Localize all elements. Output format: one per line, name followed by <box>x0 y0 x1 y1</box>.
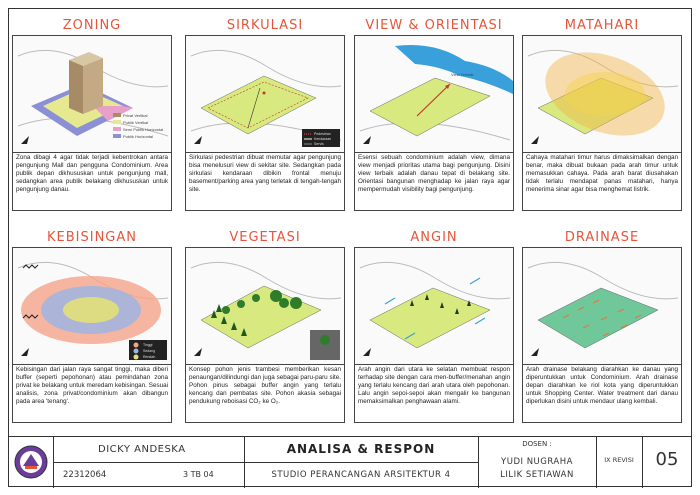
legend-servis: Servis <box>314 142 324 146</box>
matahari-diagram <box>522 35 682 153</box>
panel-description: Cahaya matahari timur harus dimaksimalkan dengan benar, maka dibuat bukaan pada arah timur untuk memasukkan cahaya. Pada arah barat diusahakan tidak terlalu mendapat panas matahari, hanya menerima sinar agar bisa menghemat listrik. <box>522 153 682 211</box>
legend-pedestrian: Pedestrian <box>314 132 331 136</box>
panel-description: Sirkulasi pedestrian dibuat memutar agar pengunjung bisa menelusuri view di sekitar site. Sedangkan pada sirkulasi kendaraan dibikin frontal menuju basement/parking area yang terletak di tengah-tengah site. <box>185 153 345 211</box>
north-arrow-icon <box>194 348 202 356</box>
north-arrow-icon <box>21 136 29 144</box>
panel-description: Kebisingan dari jalan raya sangat tinggi, maka diberi buffer (seperti pepohonan) atau pemindahan zona privat ke belakang untuk meredam kebisingan. Sesuai analisis, zona privat/condominium akan dibangun pada area 'tenang'. <box>12 365 172 423</box>
panel-description: Esensi sebuah condominium adalah view, dimana view menjadi prioritas utama bagi pengunjung. Disini view terbaik adalah danau tepat di belakang site. Orientasi bangunan menghadap ke jalan raya agar mempermudah visibility bagi pengunjung. <box>354 153 514 211</box>
student-name: DICKY ANDESKA <box>98 444 186 455</box>
north-arrow-icon <box>194 136 202 144</box>
north-arrow-icon <box>531 348 539 356</box>
sirkulasi-diagram <box>185 35 345 153</box>
dosen-name-2: LILIK SETIAWAN <box>500 470 574 480</box>
panel-description: Konsep pohon jenis trambesi memberikan kesan penaungan/dilindungi dan juga sebagai paru-paru site. Pohon pinus sebagai buffer angin yang terlalu kencang dan pembatas site. Pohon akasia sebagai pendukung reboisasi CO₂ ke O₂. <box>185 365 345 423</box>
legend-rendah: Rendah <box>143 355 156 359</box>
angin-diagram <box>354 247 514 365</box>
legend-tinggi: Tinggi <box>143 343 153 347</box>
panel-description: Zona dibagi 4 agar tidak terjadi kebentrokan antara pengunjung Mall dan pengguna Condominium. Area publik depan dikhususkan untuk pengunjung mall, sedangkan area publik belakang dikhususkan untuk pengunjung danau. <box>12 153 172 211</box>
sheet-title: ANALISA & RESPON <box>286 442 436 456</box>
drawing-sheet <box>8 8 692 487</box>
panel-title: ANGIN <box>410 230 458 245</box>
north-arrow-icon <box>531 136 539 144</box>
student-nim: 22312064 <box>63 470 107 480</box>
title-block <box>8 436 692 487</box>
view-diagram <box>354 35 514 153</box>
kebisingan-diagram <box>12 247 172 365</box>
vegetasi-diagram <box>185 247 345 365</box>
legend-semi-publik: Semi Publik Horizontal <box>123 127 164 132</box>
panel-description: Arah angin dari utara ke selatan membuat respon terhadap site dengan cara men-buffer/menahan angin yang terlalu kencang dari arah utara oleh pepohonan. Lalu angin sepoi-sepoi akan mengalir ke bangunan memaksimalkan penghawaan alami. <box>354 365 514 423</box>
north-arrow-icon <box>363 348 371 356</box>
legend-privat-vertikal: Privat Vertikal <box>123 113 148 118</box>
panel-title: VEGETASI <box>229 230 301 245</box>
panel-title: MATAHARI <box>564 18 640 33</box>
page-number: 05 <box>655 449 679 470</box>
north-arrow-icon <box>21 348 29 356</box>
panel-title: VIEW & ORIENTASI <box>365 18 503 33</box>
north-arrow-icon <box>363 136 371 144</box>
legend-publik-vertikal: Publik Vertikal <box>123 120 149 125</box>
student-class: 3 TB 04 <box>183 470 214 479</box>
panel-title: KEBISINGAN <box>47 230 137 245</box>
view-label: View Terbaik <box>451 72 474 77</box>
dosen-name-1: YUDI NUGRAHA <box>501 457 573 467</box>
zoning-diagram <box>12 35 172 153</box>
legend-sedang: Sedang <box>143 349 156 353</box>
dosen-label: DOSEN : <box>522 440 552 448</box>
legend-kendaraan: Kendaraan <box>314 137 332 141</box>
panel-description: Arah drainase belakang diarahkan ke danau yang diperuntukkan untuk Condominium. Arah drainase depan diarahkan ke riol kota yang diperuntukkan untuk Shopping Center. Water treatment dari danau diperlukan disini untuk mendaur ulang kembali. <box>522 365 682 423</box>
revision-label: IX REVISI <box>604 456 634 464</box>
panel-title: SIRKULASI <box>226 18 304 33</box>
panel-title: ZONING <box>62 18 122 33</box>
drainase-diagram <box>522 247 682 365</box>
panel-title: DRAINASE <box>564 230 640 245</box>
course-name: STUDIO PERANCANGAN ARSITEKTUR 4 <box>271 470 451 480</box>
university-logo <box>13 442 49 482</box>
legend-publik-horizontal: Publik Horizontal <box>123 134 154 139</box>
